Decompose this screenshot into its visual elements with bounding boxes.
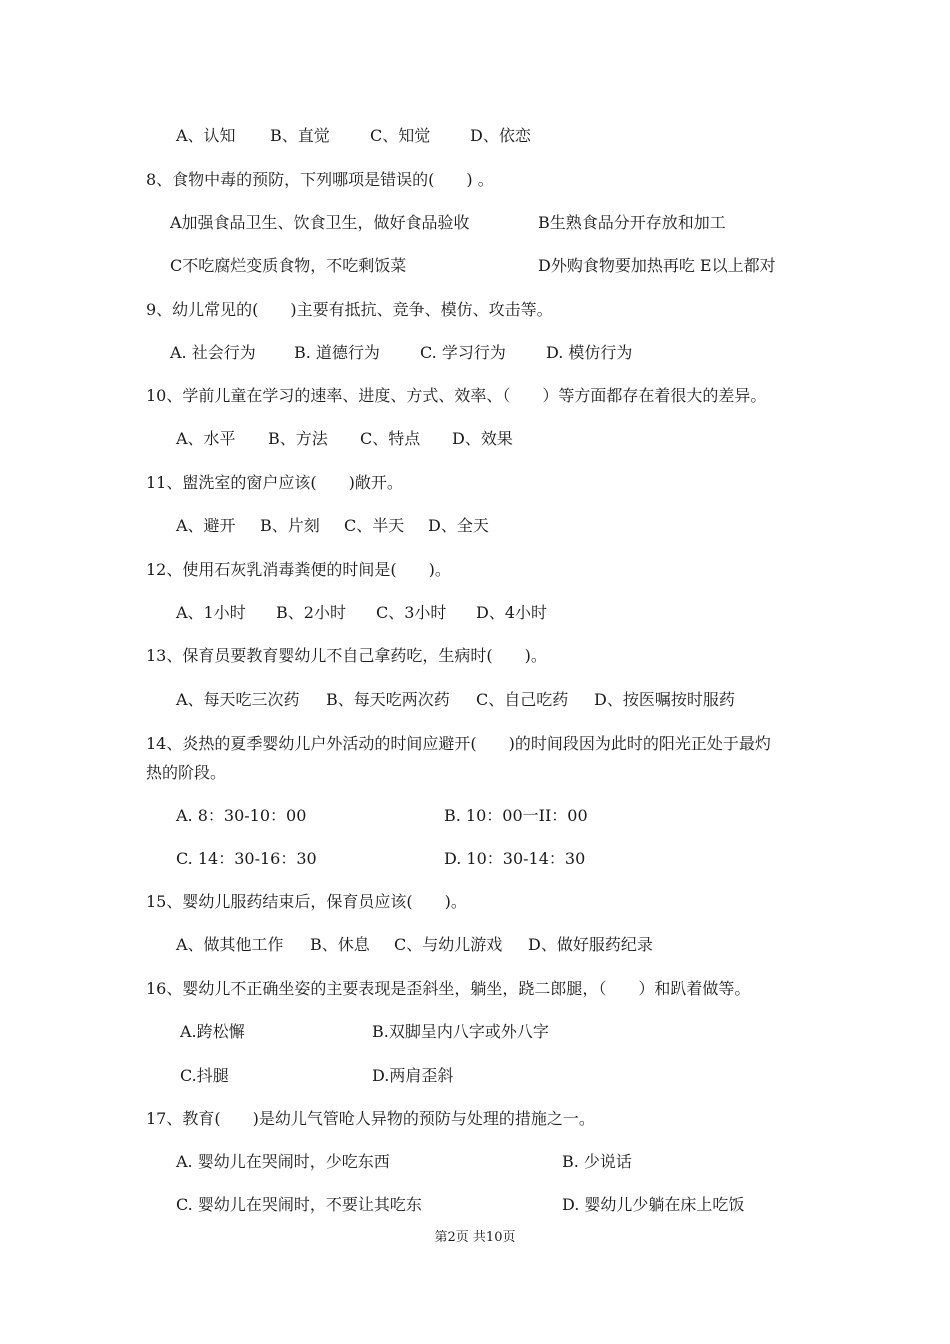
q7-option-a: A、认知 [176, 126, 236, 145]
q11-option-c: C、半天 [344, 516, 405, 535]
q7-option-d: D、依恋 [470, 126, 531, 145]
q11-option-b: B、片刻 [260, 516, 320, 535]
q11-option-a: A、避开 [176, 516, 236, 535]
q9-stem: 9、幼儿常见的( )主要有抵抗、竞争、模仿、攻击等。 [146, 300, 553, 319]
q9-option-b: B. 道德行为 [294, 343, 380, 362]
q17-option-d: D. 婴幼儿少躺在床上吃饭 [562, 1195, 745, 1214]
q16-stem: 16、婴幼儿不正确坐姿的主要表现是歪斜坐，躺坐，跷二郎腿，（ ）和趴着做等。 [146, 979, 751, 998]
q12-stem: 12、使用石灰乳消毒粪便的时间是( )。 [146, 560, 451, 579]
q10-option-b: B、方法 [268, 429, 328, 448]
q13-stem: 13、保育员要教育婴幼儿不自己拿药吃，生病时( )。 [146, 646, 547, 665]
q15-option-a: A、做其他工作 [176, 935, 284, 954]
q8-option-a: A加强食品卫生、饮食卫生，做好食品验收 [170, 213, 470, 232]
q8-stem: 8、食物中毒的预防，下列哪项是错误的( ) 。 [146, 170, 494, 189]
q12-option-a: A、1小时 [176, 603, 246, 622]
q12-option-b: B、2小时 [276, 603, 346, 622]
q16-option-d: D.两肩歪斜 [372, 1066, 454, 1085]
q16-option-c: C.抖腿 [180, 1066, 229, 1085]
q10-option-c: C、特点 [360, 429, 421, 448]
q14-stem-line1: 14、炎热的夏季婴幼儿户外活动的时间应避开( )的时间段因为此时的阳光正处于最灼 [146, 734, 771, 753]
q9-option-a: A. 社会行为 [170, 343, 256, 362]
q8-option-b: B生熟食品分开存放和加工 [538, 213, 726, 232]
q14-option-b: B. 10：00一II：00 [444, 806, 588, 825]
q13-option-d: D、按医嘱按时服药 [594, 690, 735, 709]
q16-option-b: B.双脚呈内八字或外八字 [372, 1022, 549, 1041]
q14-option-a: A. 8：30-10：00 [176, 806, 307, 825]
q17-option-a: A. 婴幼儿在哭闹时，少吃东西 [176, 1152, 390, 1171]
q12-option-c: C、3小时 [376, 603, 447, 622]
q13-option-c: C、自己吃药 [476, 690, 569, 709]
q17-stem: 17、教育( )是幼儿气管呛人异物的预防与处理的措施之一。 [146, 1109, 595, 1128]
q9-option-d: D. 模仿行为 [546, 343, 633, 362]
q10-option-d: D、效果 [452, 429, 513, 448]
q12-option-d: D、4小时 [476, 603, 548, 622]
q10-option-a: A、水平 [176, 429, 236, 448]
q13-option-a: A、每天吃三次药 [176, 690, 300, 709]
q15-option-b: B、休息 [310, 935, 370, 954]
q11-stem: 11、盥洗室的窗户应该( )敞开。 [146, 473, 403, 492]
q14-option-c: C. 14：30-16：30 [176, 849, 317, 868]
q14-stem-line2: 热的阶段。 [146, 763, 227, 782]
q13-option-b: B、每天吃两次药 [326, 690, 450, 709]
q10-stem: 10、学前儿童在学习的速率、进度、方式、效率、（ ）等方面都存在着很大的差异。 [146, 386, 767, 405]
q17-option-b: B. 少说话 [562, 1152, 632, 1171]
q15-option-c: C、与幼儿游戏 [394, 935, 503, 954]
q9-option-c: C. 学习行为 [420, 343, 506, 362]
q8-option-c: C不吃腐烂变质食物，不吃剩饭菜 [170, 256, 407, 275]
q8-option-d: D外购食物要加热再吃 E以上都对 [538, 256, 776, 275]
q17-option-c: C. 婴幼儿在哭闹时，不要让其吃东 [176, 1195, 422, 1214]
q16-option-a: A.跨松懈 [180, 1022, 245, 1041]
q15-option-d: D、做好服药纪录 [528, 935, 653, 954]
q11-option-d: D、全天 [428, 516, 489, 535]
q7-option-b: B、直觉 [270, 126, 330, 145]
q15-stem: 15、婴幼儿服药结束后，保育员应该( )。 [146, 892, 467, 911]
page-footer: 第2页 共10页 [434, 1230, 516, 1245]
q7-option-c: C、知觉 [370, 126, 431, 145]
q14-option-d: D. 10：30-14：30 [444, 849, 586, 868]
